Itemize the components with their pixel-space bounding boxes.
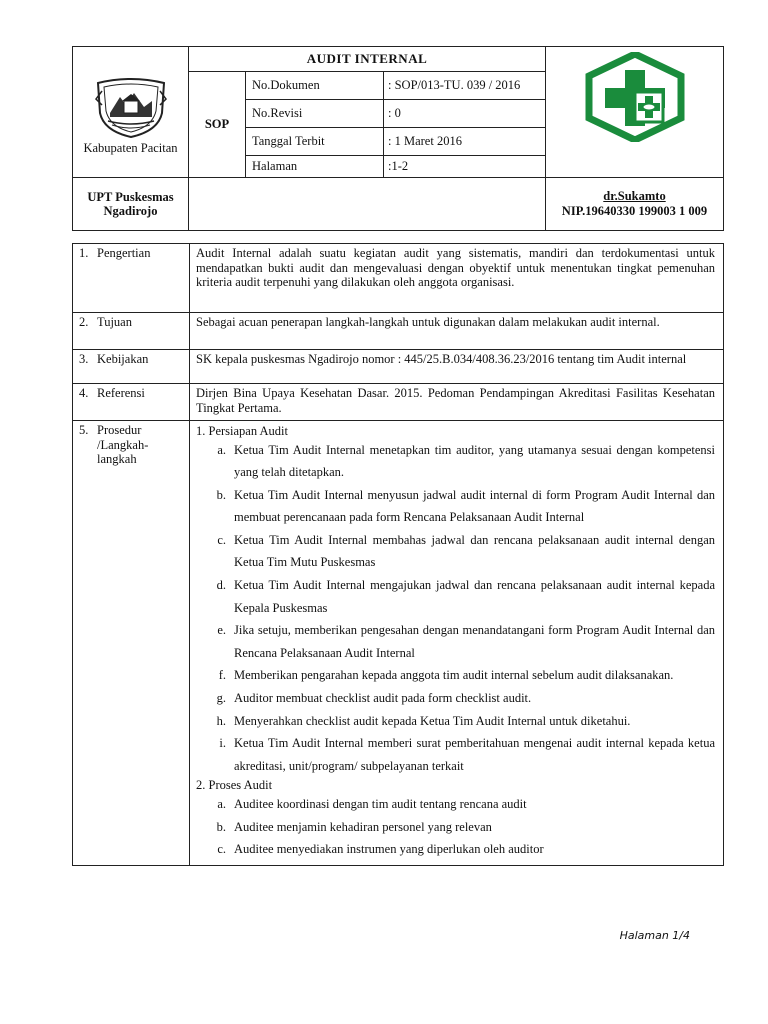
procedure-step [196,664,715,687]
step-marker: b. [216,487,226,502]
procedure-step [196,732,715,777]
step-marker: h. [216,713,226,728]
step-marker: c. [217,532,226,547]
procedure-step [196,816,715,839]
procedure-step-list [196,439,715,778]
region-name: Kabupaten Pacitan [83,141,178,155]
puskesmas-logo-cell [546,47,724,178]
procedure-steps [190,421,724,866]
step-marker: i. [219,736,226,751]
signatory-block [546,178,724,231]
step-marker: a. [217,796,226,811]
meta-value-revision: : 0 [384,100,546,128]
step-text: Auditee menjamin kehadiran personel yang relevan [234,819,492,834]
meta-value-issue-date: : 1 Maret 2016 [384,128,546,156]
procedure-step [196,439,715,484]
blank-signature-area [189,178,546,231]
signatory-name: dr.Sukamto [603,189,666,203]
step-text: Ketua Tim Audit Internal menyusun jadwal audit internal di form Program Audit Internal dan membuat perencanaan pada form Rencana Pelaksanaan Audit Internal [234,487,715,525]
puskesmas-cross-icon [583,52,687,142]
step-marker: e. [217,623,226,638]
step-marker: f. [218,668,226,683]
section-row [73,244,724,313]
step-text: Ketua Tim Audit Internal mengajukan jadwal dan rencana pelaksanaan audit internal kepada Kepala Puskesmas [234,578,715,615]
meta-key-issue-date: Tanggal Terbit [246,128,384,156]
section-label: 1. Pengertian [73,244,190,313]
meta-key-revision: No.Revisi [246,100,384,128]
step-text: Memberikan pengarahan kepada anggota tim audit internal sebelum audit dilaksanakan. [234,668,674,683]
procedure-label: 5. Prosedur /Langkah- langkah [73,421,190,866]
meta-key-doc-number: No.Dokumen [246,72,384,100]
section-row [73,350,724,384]
section-label: 2. Tujuan [73,313,190,350]
signatory-nip: NIP.19640330 199003 1 009 [561,204,708,218]
sop-body-table [72,243,724,866]
puskesmas-name: UPT Puskesmas Ngadirojo [73,178,189,231]
step-marker: c. [217,842,226,857]
procedure-step-list [196,793,715,861]
procedure-group-title: 2. Proses Audit [196,778,273,793]
procedure-group-title: 1. Persiapan Audit [196,424,289,438]
step-text: Ketua Tim Audit Internal memberi surat pemberitahuan mengenai audit internal kepada ketua akreditasi, unit/program/ subpelayanan terkait [234,736,715,773]
meta-value-doc-number: : SOP/013-TU. 039 / 2016 [384,72,546,100]
meta-value-pages: :1-2 [384,156,546,178]
section-text: Dirjen Bina Upaya Kesehatan Dasar. 2015. Pedoman Pendampingan Akreditasi Fasilitas Kesehatan Tingkat Pertama. [190,384,724,421]
step-marker: g. [216,691,226,706]
procedure-step [196,710,715,733]
page-number: Halaman 1/4 [619,929,690,942]
section-label: 4. Referensi [73,384,190,421]
section-row [73,313,724,350]
step-text: Jika setuju, memberikan pengesahan dengan menandatangani form Program Audit Internal dan Rencana Pelaksanaan Audit Internal [234,623,715,660]
procedure-step [196,574,715,619]
procedure-step [196,838,715,861]
meta-key-pages: Halaman [246,156,384,178]
step-text: Auditee koordinasi dengan tim audit tentang rencana audit [234,796,527,811]
procedure-step [196,484,715,529]
section-row [73,384,724,421]
section-text: Sebagai acuan penerapan langkah-langkah untuk digunakan dalam melakukan audit internal. [190,313,724,350]
step-text: Auditee menyediakan instrumen yang diperlukan oleh auditor [234,842,544,857]
section-text: Audit Internal adalah suatu kegiatan audit yang sistematis, mandiri dan terdokumentasi untuk mendapatkan bukti audit dan mengevaluasi dengan obyektif untuk menentukan tingkat pemenuhan kriteria audit terpenuhi yang dilakukan oleh anggota organisasi. [190,244,724,313]
region-logo-cell [73,47,189,178]
section-text: SK kepala puskesmas Ngadirojo nomor : 445/25.B.034/408.36.23/2016 tentang tim Audit internal [190,350,724,384]
step-marker: d. [216,578,226,593]
kabupaten-emblem-icon [92,77,170,139]
procedure-step [196,687,715,710]
step-text: Auditor membuat checklist audit pada form checklist audit. [234,691,532,706]
procedure-step [196,529,715,574]
sop-label: SOP [189,72,246,178]
sop-header-table [72,46,724,231]
step-text: Menyerahkan checklist audit kepada Ketua Tim Audit Internal untuk diketahui. [234,713,631,728]
procedure-step [196,793,715,816]
document-title: AUDIT INTERNAL [189,47,546,72]
step-marker: b. [216,819,226,834]
procedure-step [196,619,715,664]
section-label: 3. Kebijakan [73,350,190,384]
step-text: Ketua Tim Audit Internal menetapkan tim auditor, yang utamanya sesuai dengan kompetensi yang telah ditetapkan. [234,442,715,480]
step-text: Ketua Tim Audit Internal membahas jadwal dan rencana pelaksanaan audit internal dengan Ketua Tim Mutu Puskesmas [234,532,715,570]
step-marker: a. [217,442,226,457]
procedure-row [73,421,724,866]
